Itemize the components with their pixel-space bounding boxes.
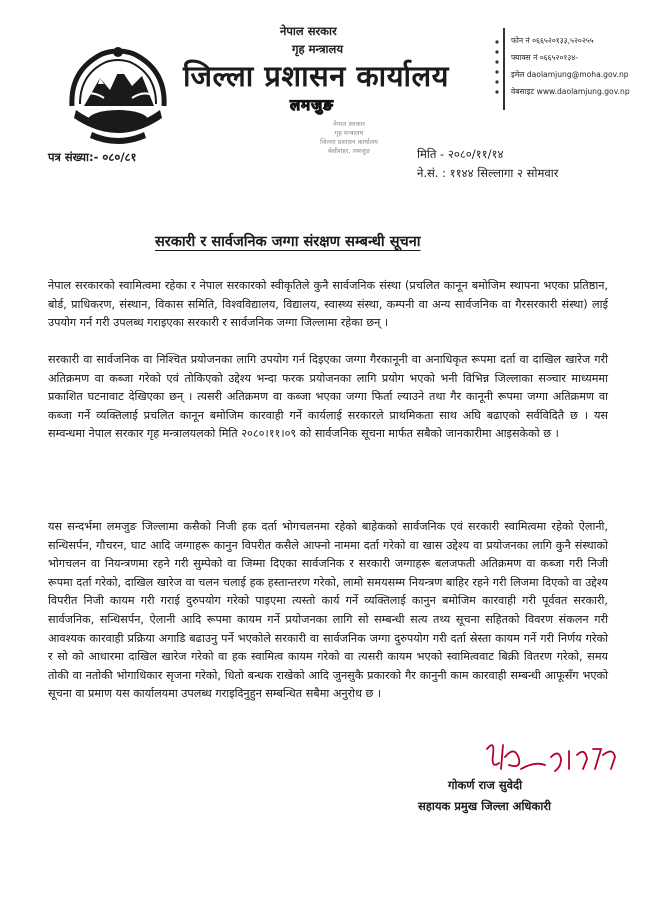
nepal-emblem-icon: [62, 40, 174, 152]
office-name: जिल्ला प्रशासन कार्यालय: [183, 59, 450, 93]
stamp-line: जिल्ला प्रशासन कार्यालय: [320, 138, 378, 146]
district-name: लमजुङ: [290, 96, 334, 114]
ministry-name: गृह मन्त्रालय: [292, 42, 343, 56]
contact-divider: [503, 28, 505, 110]
date: मिति - २०८०/११/१४: [417, 147, 504, 161]
nepal-sambat-date: ने.सं. : ११४४ सिल्लागा २ सोमवार: [417, 166, 559, 180]
subject-heading: सरकारी र सार्वजनिक जग्गा संरक्षण सम्बन्धी सूचना: [155, 234, 421, 250]
stamp-line: बेसीशहर, लमजुङ: [328, 147, 370, 155]
reference-number: पत्र संख्या:- ०८०/८१: [48, 150, 137, 164]
stamp-line: नेपाल सरकार: [333, 120, 365, 128]
signatory-title: सहायक प्रमुख जिल्ला अधिकारी: [418, 799, 552, 813]
contact-dots-icon: [493, 38, 501, 102]
contact-phone: फोन नं ०६६५२०१३३,५२०२५५: [511, 36, 594, 45]
contact-fax: फ्याक्स नं ०६६५२०१३४-: [511, 53, 579, 62]
signatory-name: गोकर्ण राज सुवेदी: [448, 778, 523, 792]
body-paragraph-2: सरकारी वा सार्वजनिक वा निश्चित प्रयोजनका लागि उपयोग गर्न दिइएका जग्गा गैरकानूनी वा अनाधिकृत रूपमा दर्ता वा दाखिल खारेज गरी अतिक्रमण वा कब्जा गरेको एवं तोकिएको उद्देश्य भन्दा फरक प्रयोजनका लागि प्रयोग भएको भनी विभिन्न जिल्लाका सञ्चार माध्यममा प्रकाशित घटनावाट देखिएका छन् । त्यसरी अतिक्रमण वा कब्जा भएका जग्गा फिर्ता ल्याउने तथा गैर कानूनी रूपमा जग्गा अतिक्रमण वा कब्जा गर्ने व्यक्तिलाई प्रचलित कानून बमोजिम कारवाही गर्ने कार्यलाई सरकारले प्राथमिकता साथ अघि बढाएको सर्वविदितै छ । यस सम्वन्धमा नेपाल सरकार गृह मन्त्रालयलको मिति २०८०।११।०९ को सार्वजनिक सूचना मार्फत सबैको जानकारीमा आइसकेको छ ।: [48, 353, 608, 441]
body-paragraph-1: नेपाल सरकारको स्वामित्वमा रहेका र नेपाल सरकारको स्वीकृतिले कुनै सार्वजनिक संस्था (प्रचलित कानून बमोजिम स्थापना भएका प्रतिष्ठान, बोर्ड, प्राधिकरण, संस्थान, विकास समिति, विश्वविद्यालय, विद्यालय, स्वास्थ्य संस्था, कम्पनी वा अन्य सार्वजनिक वा गैरसरकारी संस्था) लाई उपयोग गर्न गरी उपलब्ध गराइएका सरकारी र सार्वजनिक जग्गा जिल्लामा रहेका छन् ।: [48, 279, 608, 330]
stamp-line: गृह मन्त्रालय: [334, 129, 364, 137]
contact-website[interactable]: वेबसाइट www.daolamjung.gov.np: [511, 87, 630, 96]
country-name: नेपाल सरकार: [280, 24, 337, 38]
contact-email[interactable]: इमेल daolamjung@moha.gov.np: [511, 70, 629, 79]
body-paragraph-3: यस सन्दर्भमा लमजुङ जिल्लामा कसैको निजी हक दर्ता भोगचलनमा रहेको बाहेकको सार्वजनिक एवं सरकारी स्वामित्वमा रहेको ऐलानी, सन्धिसर्पन, गौचरन, घाट आदि जग्गाहरू कानुन विपरीत कसैले आफ्नो नाममा दर्ता गरेको वा खास उद्देश्य वा प्रयोजनका लागि कुनै संस्थाको भोगचलन वा नियन्त्रणमा रहने गरी सुम्पेको वा जिम्मा दिएका सार्वजनिक र सरकारी जग्गाहरू बलजफती अतिक्रमण वा कब्जा गरी निजी रूपमा दर्ता गरेको, दाखिल खारेज वा चलन चलाई हक हस्तान्तरण गरेको, लामो समयसम्म नियन्त्रण बाहिर रहने गरी लिजमा दिएको वा उद्देश्य विपरीत निजी कायम गरी गराई दुरुपयोग गरेको पाइएमा त्यस्तो कार्य गर्ने व्यक्तिलाई कानुन बमोजिम कारवाही गरी पूर्ववत सरकारी, सार्वजनिक, सन्धिसर्पन, ऐलानी आदि रूपमा कायम गर्ने प्रयोजनका लागि सो सम्बन्धी सत्य तथ्य सूचना सहितको विवरण संकलन गरी आवश्यक कारवाही प्रक्रिया अगाडि बढाउनु पर्ने भएकोले सरकारी वा सार्वजनिक जग्गा दुरुपयोग गरी दर्ता स्रेस्ता कायम गर्ने गरी निर्णय गरेको र सो को आधारमा दाखिल खारेज गरेको वा हक स्वामित्व कायम गरेको वा त्यसरी कायम भएको स्वामित्ववाट बिक्री वितरण गरेको, समय तोकी वा नतोकी भोगाधिकार सृजना गरेको, धितो बन्धक राखेको आदि जुनसुकै प्रकारको गैर कानुनी काम कारवाही सम्बन्धी आफूसँग भएको सूचना वा प्रमाण यस कार्यालयमा उपलब्ध गराइदिनुहुन सम्बन्धित सबैमा अनुरोध छ ।: [48, 520, 608, 701]
office-stamp: [318, 120, 380, 160]
